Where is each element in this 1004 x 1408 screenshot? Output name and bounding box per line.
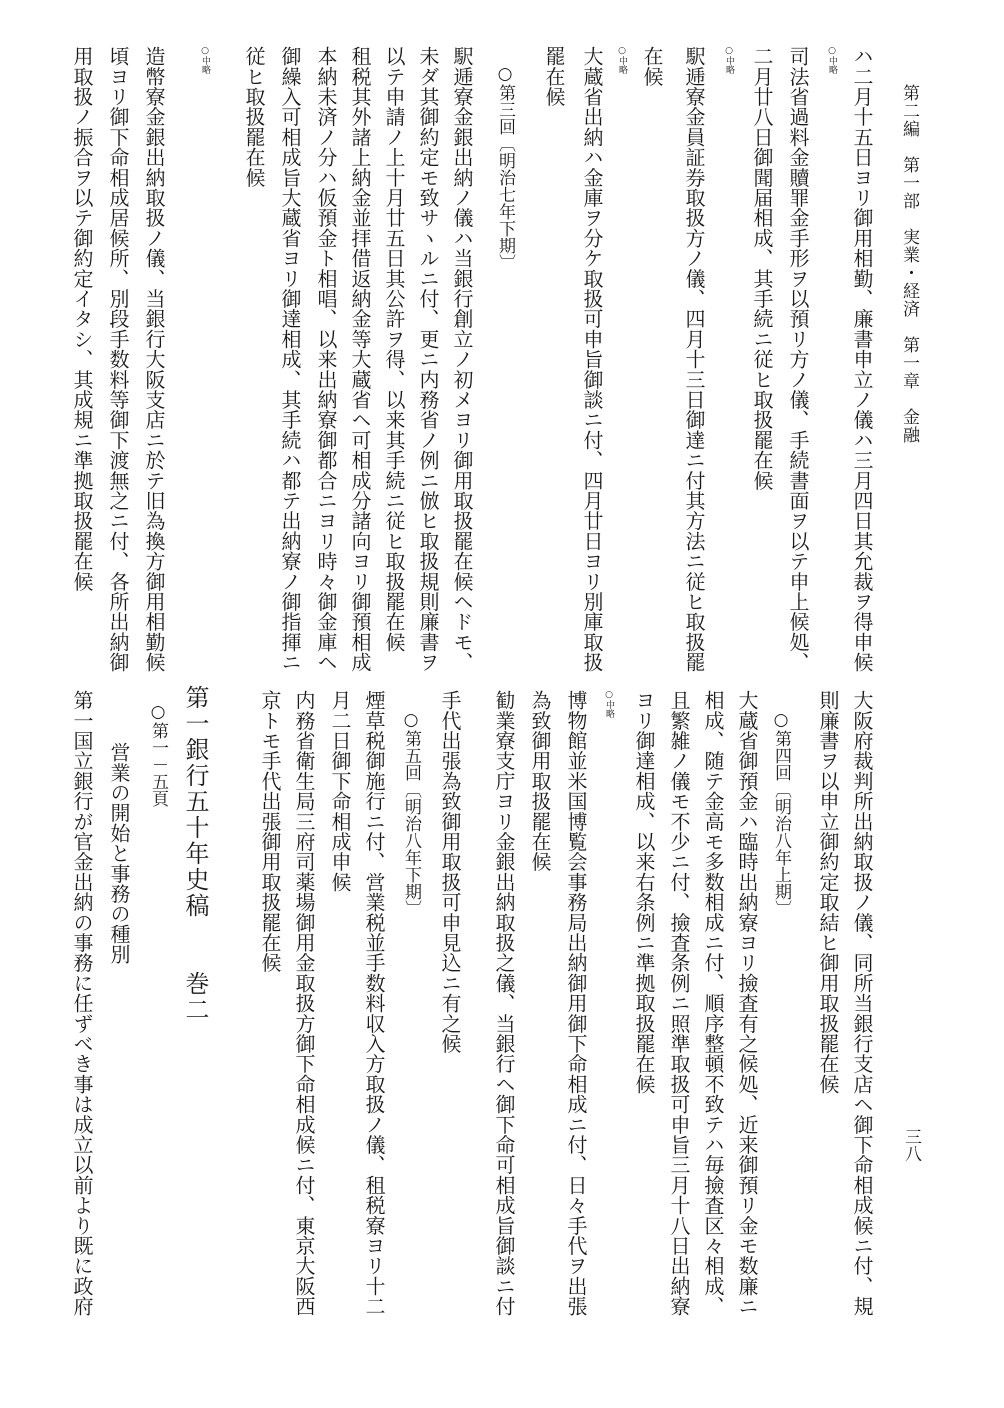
omission-note: ○中略 xyxy=(724,46,734,74)
text-column: 罷在候 xyxy=(542,46,566,107)
text-column: 司法省過料金贖罪金手形ヲ以預リ方ノ儀、手続書面ヲ以テ申上候処、 xyxy=(786,46,810,673)
omission-note: ○中略 xyxy=(827,46,837,74)
text-column: 大蔵省御預金ハ臨時出納寮ヨリ撿査有之候処、近来御預リ金モ数廉ニ xyxy=(735,690,759,1317)
text-column: 用取扱ノ振合ヲ以テ御約定イタシ、其成規ニ準拠取扱罷在候 xyxy=(70,46,94,592)
text-column: 租税其外諸上納金並拝借返納金等大蔵省ヘ可相成分諸向ヨリ御預相成 xyxy=(348,46,372,673)
text-column: 手代出張為致御用取扱可申見込ニ有之候 xyxy=(438,690,462,1054)
text-column: 煙草税御施行ニ付、営業税並手数料収入方取扱ノ儀、租税寮ヨリ十二 xyxy=(362,690,386,1317)
section-heading: ○第一－五頁 xyxy=(148,702,168,807)
text-column: 造幣寮金銀出納取扱ノ儀、当銀行大阪支店ニ於テ旧為換方御用相勤候 xyxy=(142,46,166,673)
running-header: 第二編 第一部 実業・経済 第一章 金融 xyxy=(899,84,919,444)
text-column: 御繰入可相成旨大蔵省ヨリ御達相成、其手続ハ都テ出納寮ノ御指揮ニ xyxy=(278,46,302,673)
section-heading: ○第五回〔明治八年下期〕 xyxy=(401,710,421,917)
source-title: 第一銀行五十年史稿 巻二 xyxy=(181,685,209,1023)
text-column: 博物館並米国博覧会事務局出納御用御下命相成ニ付、日々手代ヲ出張 xyxy=(564,690,588,1317)
subheading: 営業の開始と事務の種別 xyxy=(107,742,131,965)
text-column: 頃ヨリ御下命相成居候所、別段手数料等御下渡無之ニ付、各所出納御 xyxy=(106,46,130,673)
text-column: 駅逓寮金員証券取扱方ノ儀、四月十三日御達ニ付其方法ニ従ヒ取扱罷 xyxy=(682,46,706,673)
text-column: 月二日御下命相成申候 xyxy=(328,690,352,892)
text-column: 本納未済ノ分ハ仮預金ト相唱、以来出納寮御都合ニヨリ時々御金庫ヘ xyxy=(314,46,338,673)
text-column: 則廉書ヲ以申立御約定取結ヒ御用取扱罷在候 xyxy=(816,690,840,1094)
text-column: 従ヒ取扱罷在候 xyxy=(242,46,266,188)
text-column: ハ二月十五日ヨリ御用相勤、廉書申立ノ儀ハ三月四日其允裁ヲ得申候 xyxy=(850,46,874,673)
text-column: 京トモ手代出張御用取扱罷在候 xyxy=(258,690,282,973)
text-column: 駅逓寮金銀出納ノ儀ハ当銀行創立ノ初メヨリ御用取扱罷在候ヘドモ、 xyxy=(450,46,474,673)
text-column: 大阪府裁判所出納取扱ノ儀、同所当銀行支店ヘ御下命相成候ニ付、規 xyxy=(850,690,874,1317)
text-column: 大蔵省出納ハ金庫ヲ分ケ取扱可申旨御談ニ付、四月廿日ヨリ別庫取扱 xyxy=(580,46,604,673)
text-column: 内務省衛生局三府司薬場御用金取扱方御下命相成候ニ付、東京大阪西 xyxy=(292,690,316,1317)
text-column: 相成、随テ金高モ多数相成ニ付、順序整頓不致テハ毎撿査区々相成、 xyxy=(701,690,725,1317)
section-heading: ○第四回〔明治八年上期〕 xyxy=(771,710,791,917)
text-column: 二月廿八日御聞届相成、其手続ニ従ヒ取扱罷在候 xyxy=(750,46,774,491)
text-column: 且繁雑ノ儀モ不少ニ付、撿査条例ニ照準取扱可申旨三月十八日出納寮 xyxy=(667,690,691,1317)
omission-note: ○中略 xyxy=(617,46,627,74)
page-number: 三八 xyxy=(901,1128,921,1162)
text-column: ヨリ御達相成、以来右条例ニ準拠取扱罷在候 xyxy=(632,690,656,1094)
text-column: 在候 xyxy=(640,46,664,87)
omission-note: ○中略 xyxy=(200,46,210,74)
text-column: 未ダ其御約定モ致サヽルニ付、更ニ内務省ノ例ニ倣ヒ取扱規則廉書ヲ xyxy=(416,46,440,673)
omission-note: ○中略 xyxy=(604,690,614,718)
text-column: 勧業寮支庁ヨリ金銀出納取扱之儀、当銀行ヘ御下命可相成旨御談ニ付 xyxy=(492,690,516,1317)
section-heading: ○第三回〔明治七年下期〕 xyxy=(495,64,515,271)
text-column: 以テ申請ノ上十月廿五日其公許ヲ得、以来其手続ニ従ヒ取扱罷在候 xyxy=(382,46,406,652)
text-column: 為致御用取扱罷在候 xyxy=(528,690,552,872)
text-column: 第一国立銀行が官金出納の事務に任ずべき事は成立以前より既に政府 xyxy=(70,690,94,1317)
